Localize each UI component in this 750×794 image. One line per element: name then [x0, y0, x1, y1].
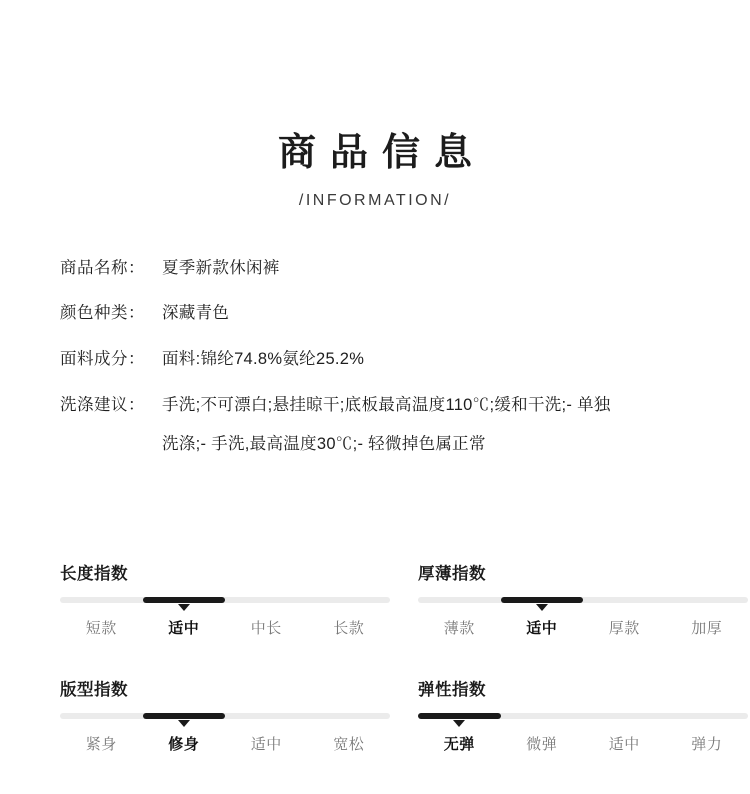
info-row — [60, 347, 710, 372]
meter-option[interactable]: 微弹 — [526, 736, 558, 753]
meter-track[interactable] — [418, 713, 748, 719]
meter-option[interactable]: 适中 — [250, 736, 282, 753]
index-meters — [0, 560, 750, 792]
meter-option[interactable]: 加厚 — [691, 620, 723, 637]
info-row — [60, 393, 710, 457]
info-label: 面料成分： — [60, 350, 145, 368]
meter-option[interactable]: 短款 — [85, 620, 117, 637]
meter-options — [60, 733, 390, 754]
info-value: 深藏青色 — [162, 304, 230, 323]
meter-thickness — [418, 560, 748, 638]
info-row — [60, 301, 710, 326]
meter-option[interactable]: 宽松 — [333, 736, 365, 753]
meter-title: 厚薄指数 — [418, 565, 486, 583]
info-value-line2: 洗涤;- 手洗,最高温度30℃;- 轻微掉色属正常 — [162, 434, 486, 453]
meter-segment — [418, 597, 501, 603]
meter-option[interactable]: 长款 — [333, 620, 365, 637]
meter-segment — [60, 713, 143, 719]
meter-segment — [225, 713, 308, 719]
meter-option[interactable]: 紧身 — [85, 736, 117, 753]
meter-segment — [666, 713, 749, 719]
meter-segment-active — [143, 597, 226, 603]
meter-segment — [501, 713, 584, 719]
page-subtitle: /INFORMATION/ — [298, 191, 452, 209]
meter-segment — [583, 597, 666, 603]
meter-option[interactable]: 适中 — [608, 736, 640, 753]
meter-segment — [666, 597, 749, 603]
meter-title: 长度指数 — [60, 565, 128, 583]
meter-options — [418, 617, 748, 638]
product-info-list — [0, 256, 750, 457]
meter-option[interactable]: 弹力 — [691, 736, 723, 753]
meter-option[interactable]: 厚款 — [608, 620, 640, 637]
meter-track[interactable] — [60, 713, 390, 719]
info-value-line1: 手洗;不可漂白;悬挂晾干;底板最高温度110℃;缓和干洗;- 单独 — [162, 395, 611, 414]
meter-length — [60, 560, 390, 638]
meter-title: 弹性指数 — [418, 681, 486, 699]
info-label: 商品名称： — [60, 258, 145, 277]
meter-segment-active — [143, 713, 226, 719]
meter-segment — [583, 713, 666, 719]
page-title: 商品信息 — [277, 132, 486, 174]
page-header — [0, 0, 750, 210]
meter-track[interactable] — [60, 597, 390, 603]
meter-options — [60, 617, 390, 638]
meter-option[interactable]: 薄款 — [443, 620, 475, 637]
meter-segment-active — [501, 597, 584, 603]
info-label: 洗涤建议： — [60, 395, 145, 414]
meter-option-selected[interactable]: 无弹 — [443, 736, 475, 753]
info-value — [162, 393, 662, 457]
meter-segment-active — [418, 713, 501, 719]
info-row — [60, 256, 710, 281]
meter-caret-icon — [453, 720, 465, 727]
meter-option[interactable]: 中长 — [250, 620, 282, 637]
meter-options — [418, 733, 748, 754]
meter-segment — [60, 597, 143, 603]
info-label: 颜色种类： — [60, 304, 145, 323]
meter-caret-icon — [178, 720, 190, 727]
meter-title: 版型指数 — [60, 681, 128, 699]
info-value: 夏季新款休闲裤 — [162, 258, 280, 277]
meter-segment — [308, 713, 391, 719]
meter-fit — [60, 676, 390, 754]
meter-caret-icon — [536, 604, 548, 611]
meter-elasticity — [418, 676, 748, 754]
info-value: 面料:锦纶74.8%氨纶25.2% — [162, 350, 365, 368]
meter-option-selected[interactable]: 适中 — [526, 620, 558, 637]
meter-option-selected[interactable]: 修身 — [168, 736, 200, 753]
meter-option-selected[interactable]: 适中 — [168, 620, 200, 637]
meter-segment — [308, 597, 391, 603]
meter-caret-icon — [178, 604, 190, 611]
meter-segment — [225, 597, 308, 603]
meter-track[interactable] — [418, 597, 748, 603]
